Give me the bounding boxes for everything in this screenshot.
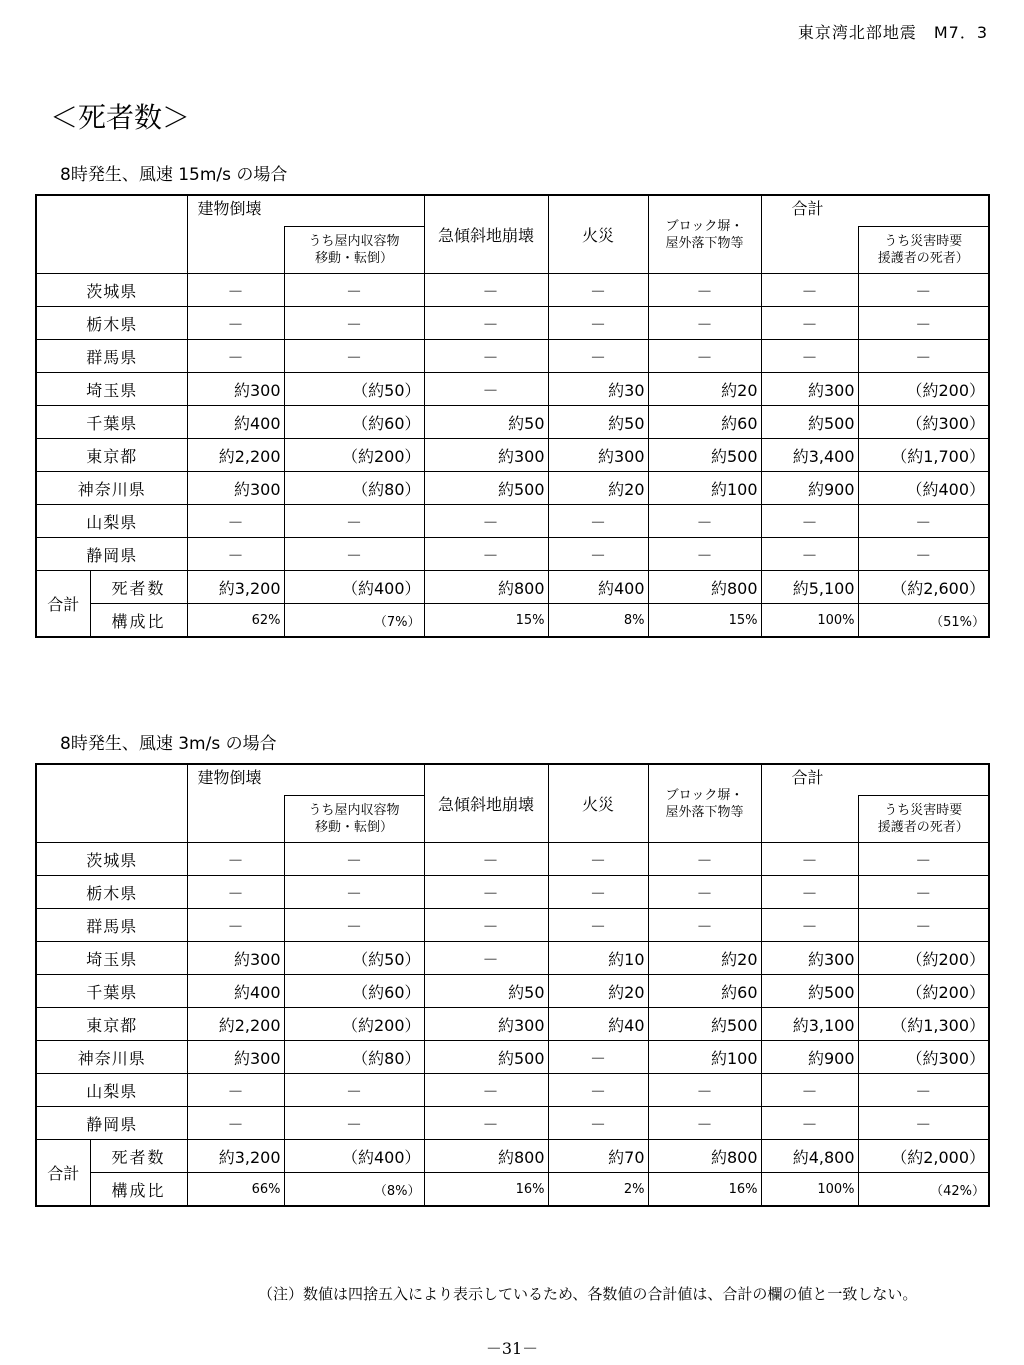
prefecture-name: 神奈川県 — [36, 1041, 187, 1074]
footnote: （注）数値は四捨五入により表示しているため、各数値の合計値は、合計の欄の値と一致しない。 — [258, 1285, 918, 1303]
deaths-label: 死者数 — [90, 1140, 187, 1173]
ratio-cell: 2% — [548, 1173, 648, 1207]
table-cell: （約200） — [858, 942, 989, 975]
table-cell: － — [858, 307, 989, 340]
table-cell: － — [761, 505, 858, 538]
header-block — [648, 195, 761, 274]
table-cell: 約50 — [548, 406, 648, 439]
table-cell: （約400） — [858, 472, 989, 505]
table-cell: － — [761, 843, 858, 876]
table-cell: － — [761, 1107, 858, 1140]
table-cell: － — [424, 538, 548, 571]
ratio-row — [36, 1173, 989, 1207]
ratio-label: 構成比 — [90, 1173, 187, 1207]
table-cell: － — [187, 909, 284, 942]
table-cell: 約500 — [424, 472, 548, 505]
total-deaths-row — [36, 1140, 989, 1173]
table-cell: 約300 — [187, 472, 284, 505]
header-block-line1: ブロック塀・ — [665, 218, 744, 234]
prefecture-name: 栃木県 — [36, 876, 187, 909]
table-cell: （約200） — [858, 975, 989, 1008]
table-cell: 約300 — [187, 942, 284, 975]
prefecture-name: 山梨県 — [36, 1074, 187, 1107]
header-building-sub-line1: うち屋内収容物 — [308, 803, 400, 818]
ratio-cell: （7%） — [284, 604, 424, 638]
table-cell: 約300 — [761, 942, 858, 975]
table-row — [36, 538, 989, 571]
total-deaths-cell: 約5,100 — [761, 571, 858, 604]
table-cell: 約300 — [548, 439, 648, 472]
header-total-sub-line2: 援護者の死者） — [877, 251, 969, 266]
header-building-sub-line2: 移動・転倒） — [315, 820, 394, 835]
table-row — [36, 1008, 989, 1041]
table-cell: （約50） — [284, 373, 424, 406]
header-total-main — [761, 796, 858, 843]
header-corner — [36, 195, 187, 274]
table-cell: 約2,200 — [187, 1008, 284, 1041]
ratio-cell: 100% — [761, 604, 858, 638]
table-cell: － — [284, 1074, 424, 1107]
table-cell: － — [284, 909, 424, 942]
table-cell: 約40 — [548, 1008, 648, 1041]
table-cell: － — [424, 843, 548, 876]
header-block-line1: ブロック塀・ — [665, 787, 744, 803]
table-cell: 約50 — [424, 975, 548, 1008]
table-cell: － — [858, 340, 989, 373]
table-row — [36, 439, 989, 472]
table-cell: － — [548, 538, 648, 571]
table-cell: － — [858, 1107, 989, 1140]
header-fire: 火災 — [548, 195, 648, 274]
ratio-label: 構成比 — [90, 604, 187, 638]
header-total-sub-line1: うち災害時要 — [884, 803, 963, 818]
table-cell: － — [648, 843, 761, 876]
table-cell: － — [858, 843, 989, 876]
table-cell: 約100 — [648, 472, 761, 505]
ratio-cell: 16% — [424, 1173, 548, 1207]
header-building-sub — [284, 227, 424, 274]
header-block — [648, 764, 761, 843]
table-cell: 約300 — [424, 1008, 548, 1041]
deaths-label: 死者数 — [90, 571, 187, 604]
total-deaths-cell: 約3,200 — [187, 1140, 284, 1173]
table-cell: （約60） — [284, 406, 424, 439]
table-cell: － — [187, 1074, 284, 1107]
table-cell: 約300 — [761, 373, 858, 406]
table-cell: － — [187, 1107, 284, 1140]
table-cell: － — [187, 843, 284, 876]
deaths-table-wind-15 — [35, 194, 990, 638]
header-block-line2: 屋外落下物等 — [665, 235, 744, 251]
table-cell: － — [648, 505, 761, 538]
table-cell: － — [548, 307, 648, 340]
table-cell: 約500 — [761, 975, 858, 1008]
header-building: 建物倒壊 — [187, 195, 424, 227]
table-cell: － — [648, 1107, 761, 1140]
table-cell: － — [424, 373, 548, 406]
table-cell: 約30 — [548, 373, 648, 406]
table-cell: － — [761, 307, 858, 340]
table-cell: － — [424, 876, 548, 909]
table-cell: 約20 — [548, 472, 648, 505]
table-cell: 約500 — [648, 439, 761, 472]
table-cell: － — [648, 307, 761, 340]
total-deaths-cell: 約4,800 — [761, 1140, 858, 1173]
total-deaths-cell: （約400） — [284, 571, 424, 604]
prefecture-name: 千葉県 — [36, 975, 187, 1008]
table-cell: － — [284, 1107, 424, 1140]
table-cell: 約300 — [187, 373, 284, 406]
table-cell: 約400 — [187, 975, 284, 1008]
table-cell: － — [187, 538, 284, 571]
table-cell: 約3,400 — [761, 439, 858, 472]
prefecture-name: 埼玉県 — [36, 942, 187, 975]
prefecture-name: 東京都 — [36, 439, 187, 472]
table-cell: － — [548, 1074, 648, 1107]
table-row — [36, 975, 989, 1008]
header-total: 合計 — [761, 764, 989, 796]
header-block-line2: 屋外落下物等 — [665, 804, 744, 820]
total-deaths-cell: （約2,600） — [858, 571, 989, 604]
header-total-sub-line2: 援護者の死者） — [877, 820, 969, 835]
document-header-label: 東京湾北部地震 M7．3 — [797, 23, 988, 42]
ratio-cell: 100% — [761, 1173, 858, 1207]
table-cell: － — [548, 909, 648, 942]
header-building-sub-line2: 移動・転倒） — [315, 251, 394, 266]
total-label: 合計 — [36, 571, 90, 638]
header-building-sub-line1: うち屋内収容物 — [308, 234, 400, 249]
prefecture-name: 神奈川県 — [36, 472, 187, 505]
total-deaths-row — [36, 571, 989, 604]
table-cell: 約2,200 — [187, 439, 284, 472]
total-deaths-cell: （約2,000） — [858, 1140, 989, 1173]
table-cell: － — [284, 505, 424, 538]
table-cell: － — [284, 307, 424, 340]
prefecture-name: 山梨県 — [36, 505, 187, 538]
prefecture-name: 千葉県 — [36, 406, 187, 439]
ratio-cell: 8% — [548, 604, 648, 638]
table-row — [36, 505, 989, 538]
table-cell: （約300） — [858, 1041, 989, 1074]
table-row — [36, 373, 989, 406]
header-building-main — [187, 796, 284, 843]
ratio-cell: 66% — [187, 1173, 284, 1207]
table-row — [36, 1107, 989, 1140]
table-cell: － — [548, 843, 648, 876]
header-slope: 急傾斜地崩壊 — [424, 195, 548, 274]
table-cell: － — [424, 1074, 548, 1107]
header-total-sub — [858, 227, 989, 274]
table-row — [36, 942, 989, 975]
ratio-cell: （51%） — [858, 604, 989, 638]
total-deaths-cell: 約70 — [548, 1140, 648, 1173]
table-cell: － — [761, 909, 858, 942]
table-cell: 約10 — [548, 942, 648, 975]
total-deaths-cell: 約800 — [648, 1140, 761, 1173]
table-cell: － — [424, 505, 548, 538]
prefecture-name: 静岡県 — [36, 538, 187, 571]
table-cell: － — [858, 909, 989, 942]
table-cell: － — [284, 843, 424, 876]
table-cell: － — [648, 876, 761, 909]
page-title: ＜死者数＞ — [50, 101, 191, 134]
table-cell: － — [187, 274, 284, 307]
table-cell: － — [548, 1041, 648, 1074]
ratio-cell: 15% — [648, 604, 761, 638]
header-fire: 火災 — [548, 764, 648, 843]
header-total-sub — [858, 796, 989, 843]
prefecture-name: 茨城県 — [36, 274, 187, 307]
table-cell: － — [761, 876, 858, 909]
table-cell: － — [284, 876, 424, 909]
header-total: 合計 — [761, 195, 989, 227]
total-deaths-cell: 約400 — [548, 571, 648, 604]
table-cell: 約20 — [648, 373, 761, 406]
header-total-sub-line1: うち災害時要 — [884, 234, 963, 249]
table-cell: － — [648, 1074, 761, 1107]
table-cell: （約50） — [284, 942, 424, 975]
ratio-cell: （42%） — [858, 1173, 989, 1207]
table-cell: － — [284, 538, 424, 571]
table-cell: （約1,300） — [858, 1008, 989, 1041]
page-number: －31－ — [485, 1339, 539, 1358]
table-cell: － — [284, 274, 424, 307]
table-cell: － — [858, 274, 989, 307]
table-cell: 約500 — [424, 1041, 548, 1074]
table-cell: 約60 — [648, 406, 761, 439]
prefecture-name: 栃木県 — [36, 307, 187, 340]
prefecture-name: 埼玉県 — [36, 373, 187, 406]
header-slope: 急傾斜地崩壊 — [424, 764, 548, 843]
table-cell: － — [858, 538, 989, 571]
table-cell: 約400 — [187, 406, 284, 439]
table-cell: （約80） — [284, 1041, 424, 1074]
table-2-caption: 8時発生、風速 3m/s の場合 — [60, 734, 277, 754]
table-cell: － — [648, 340, 761, 373]
total-deaths-cell: （約400） — [284, 1140, 424, 1173]
table-cell: 約300 — [424, 439, 548, 472]
table-cell: 約60 — [648, 975, 761, 1008]
table-cell: － — [424, 340, 548, 373]
header-total-main — [761, 227, 858, 274]
table-cell: － — [858, 505, 989, 538]
table-cell: 約50 — [424, 406, 548, 439]
table-row — [36, 340, 989, 373]
prefecture-name: 群馬県 — [36, 340, 187, 373]
table-cell: （約80） — [284, 472, 424, 505]
table-cell: － — [648, 274, 761, 307]
header-corner — [36, 764, 187, 843]
table-cell: － — [424, 1107, 548, 1140]
table-cell: （約200） — [284, 439, 424, 472]
table-row — [36, 909, 989, 942]
table-cell: － — [548, 505, 648, 538]
ratio-row — [36, 604, 989, 638]
table-cell: 約900 — [761, 1041, 858, 1074]
ratio-cell: （8%） — [284, 1173, 424, 1207]
table-row — [36, 1074, 989, 1107]
table-row — [36, 1041, 989, 1074]
table-cell: － — [761, 274, 858, 307]
prefecture-name: 群馬県 — [36, 909, 187, 942]
table-cell: 約20 — [648, 942, 761, 975]
table-cell: － — [424, 274, 548, 307]
table-cell: 約300 — [187, 1041, 284, 1074]
table-cell: － — [648, 909, 761, 942]
prefecture-name: 静岡県 — [36, 1107, 187, 1140]
table-cell: － — [424, 942, 548, 975]
table-row — [36, 876, 989, 909]
table-cell: 約500 — [761, 406, 858, 439]
table-cell: 約900 — [761, 472, 858, 505]
table-row — [36, 843, 989, 876]
table-cell: － — [187, 340, 284, 373]
table-cell: （約60） — [284, 975, 424, 1008]
table-cell: － — [424, 307, 548, 340]
table-cell: （約1,700） — [858, 439, 989, 472]
table-cell: － — [284, 340, 424, 373]
table-1-caption: 8時発生、風速 15m/s の場合 — [60, 165, 288, 185]
table-cell: － — [187, 307, 284, 340]
ratio-cell: 62% — [187, 604, 284, 638]
header-building-main — [187, 227, 284, 274]
table-row — [36, 472, 989, 505]
table-cell: － — [548, 1107, 648, 1140]
table-cell: 約20 — [548, 975, 648, 1008]
table-cell: （約200） — [858, 373, 989, 406]
table-cell: 約500 — [648, 1008, 761, 1041]
table-row — [36, 274, 989, 307]
total-deaths-cell: 約800 — [424, 571, 548, 604]
table-cell: － — [548, 340, 648, 373]
total-deaths-cell: 約3,200 — [187, 571, 284, 604]
header-building-sub — [284, 796, 424, 843]
header-building: 建物倒壊 — [187, 764, 424, 796]
table-cell: － — [187, 876, 284, 909]
table-cell: － — [858, 876, 989, 909]
deaths-table-wind-3 — [35, 763, 990, 1207]
ratio-cell: 15% — [424, 604, 548, 638]
table-cell: 約100 — [648, 1041, 761, 1074]
ratio-cell: 16% — [648, 1173, 761, 1207]
table-cell: － — [858, 1074, 989, 1107]
table-cell: （約300） — [858, 406, 989, 439]
table-row — [36, 307, 989, 340]
total-deaths-cell: 約800 — [648, 571, 761, 604]
table-cell: － — [548, 274, 648, 307]
table-cell: － — [761, 538, 858, 571]
table-cell: － — [648, 538, 761, 571]
prefecture-name: 茨城県 — [36, 843, 187, 876]
table-row — [36, 406, 989, 439]
table-cell: － — [424, 909, 548, 942]
total-deaths-cell: 約800 — [424, 1140, 548, 1173]
table-cell: － — [761, 1074, 858, 1107]
total-label: 合計 — [36, 1140, 90, 1207]
prefecture-name: 東京都 — [36, 1008, 187, 1041]
table-cell: 約3,100 — [761, 1008, 858, 1041]
table-cell: － — [761, 340, 858, 373]
table-cell: （約200） — [284, 1008, 424, 1041]
table-cell: － — [187, 505, 284, 538]
table-cell: － — [548, 876, 648, 909]
